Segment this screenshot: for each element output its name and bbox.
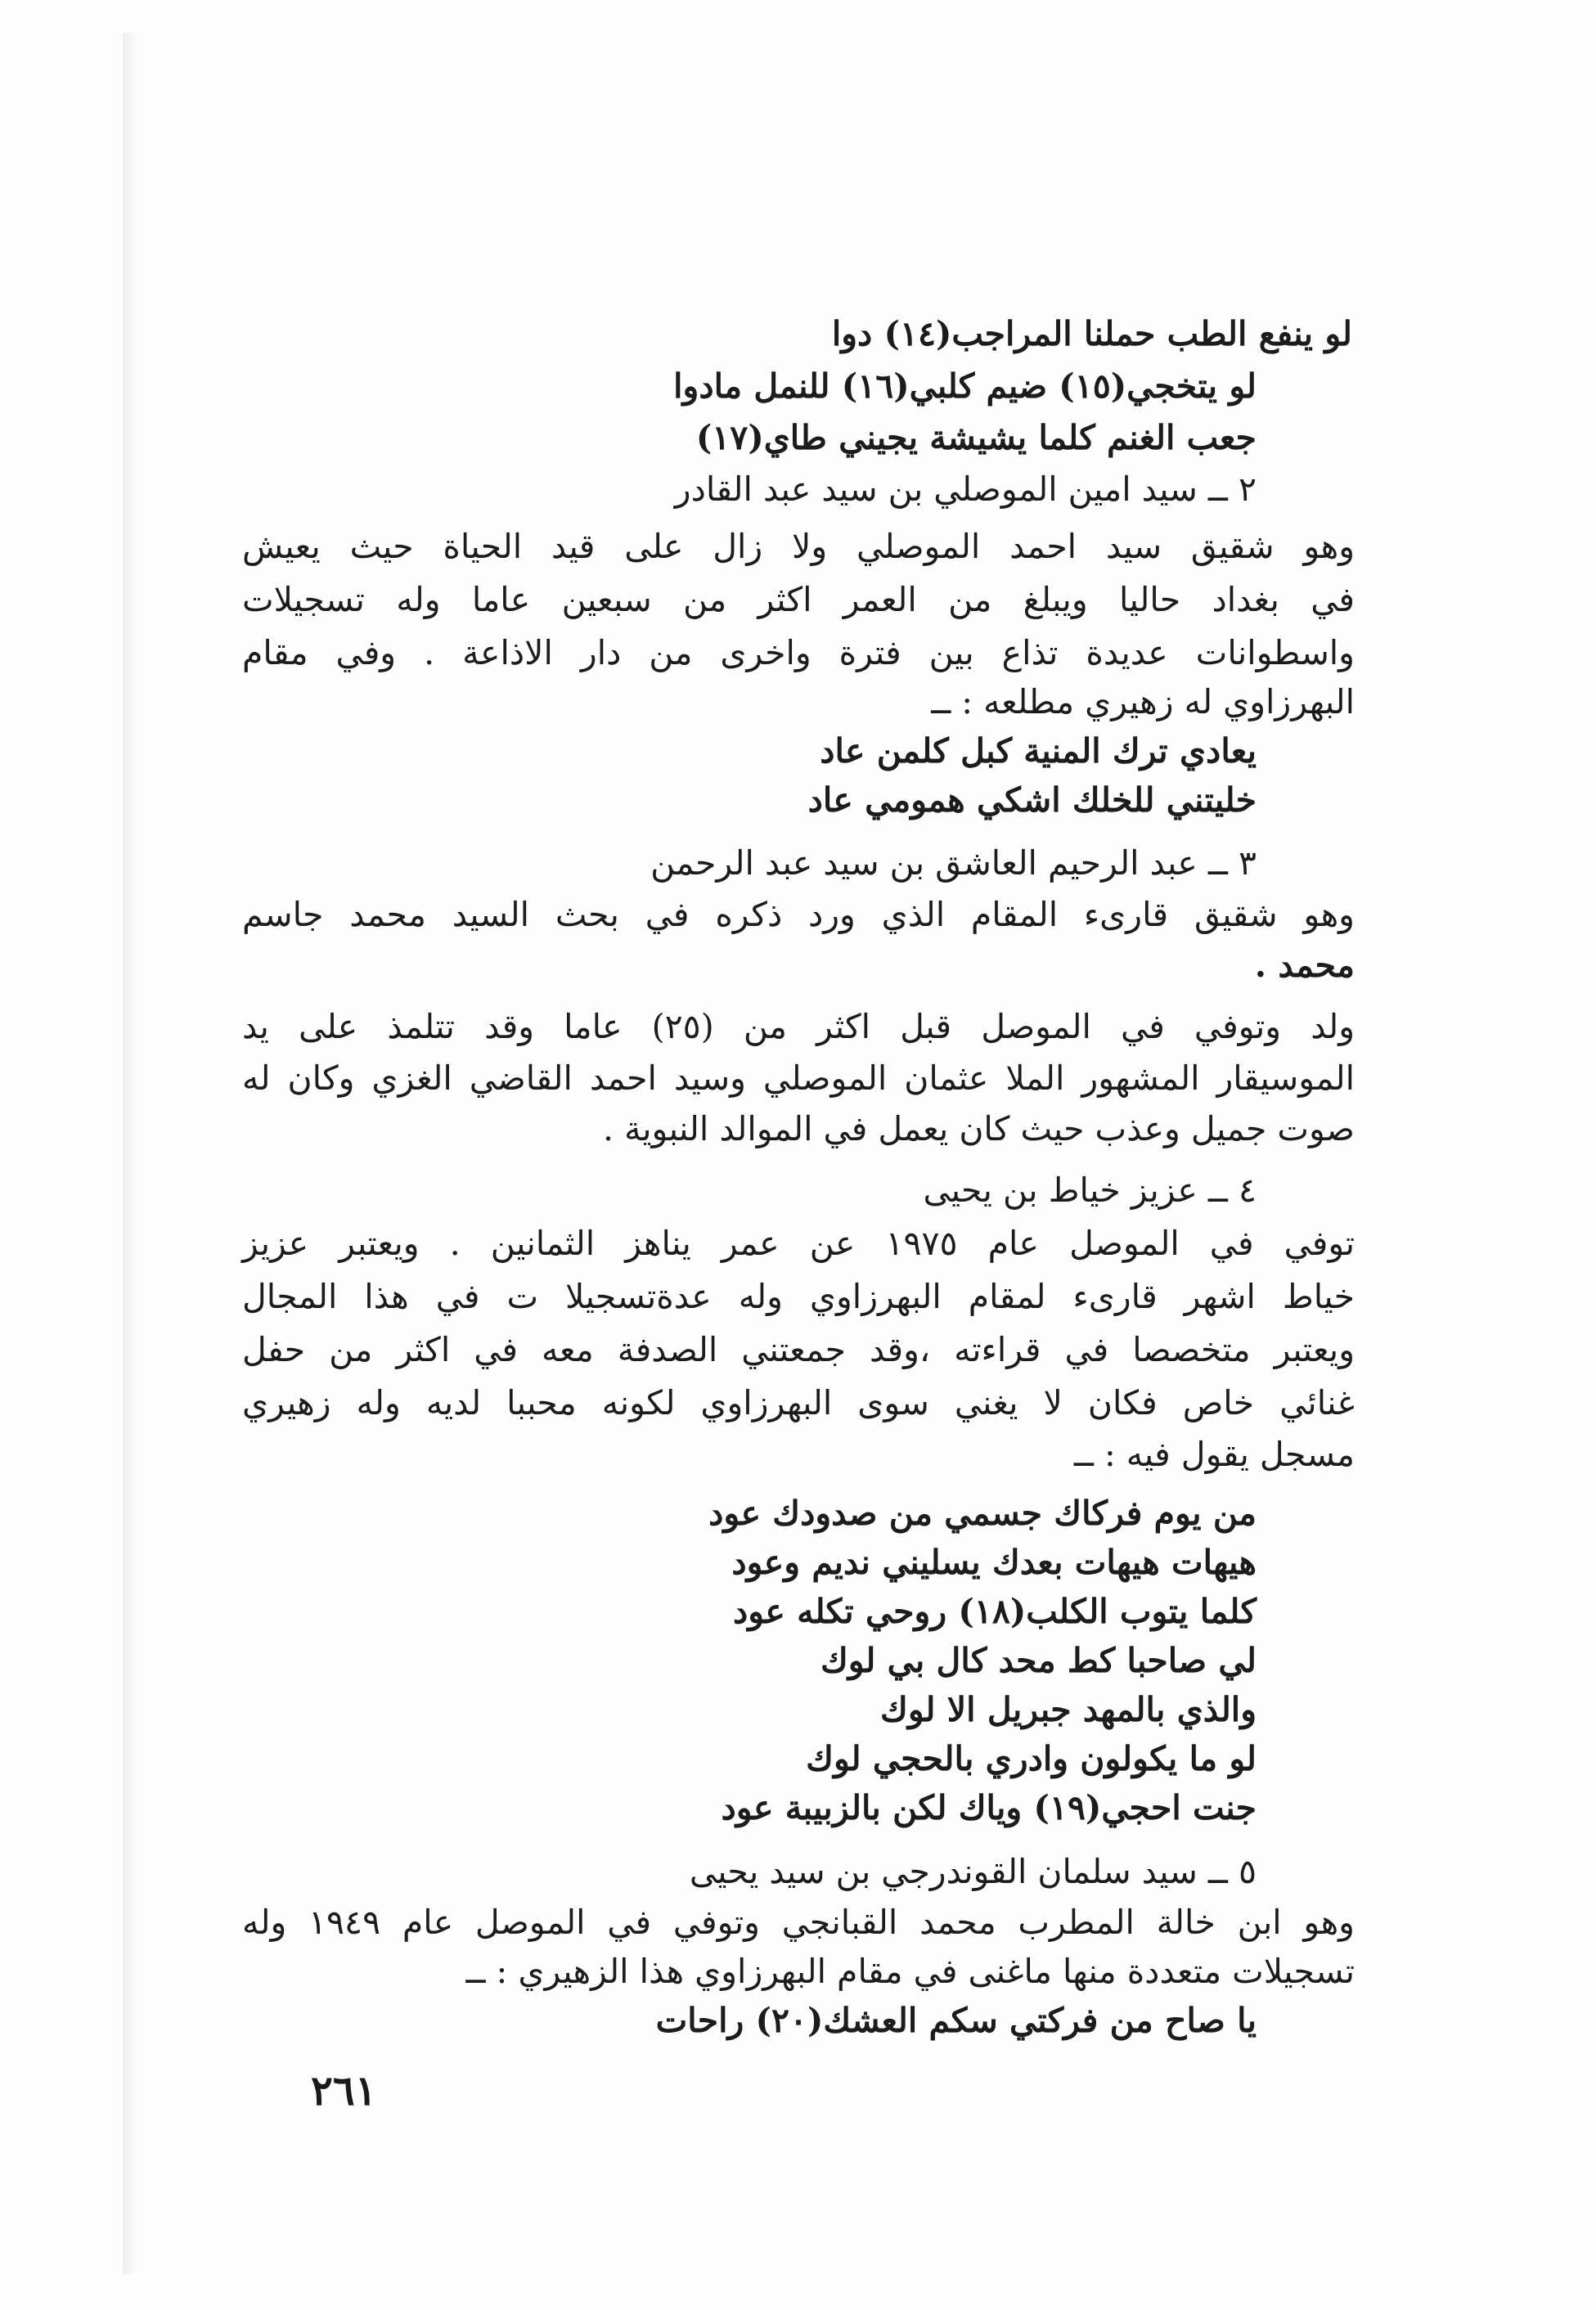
section-heading: ٣ ــ عبد الرحيم العاشق بن سيد عبد الرحمن [650, 843, 1257, 883]
section-heading: ٢ ــ سيد امين الموصلي بن سيد عبد القادر [674, 470, 1257, 509]
verse-line: من يوم فركاك جسمي من صدودك عود [708, 1494, 1257, 1533]
verse-line: كلما يتوب الكلب(١٨) روحي تكله عود [732, 1592, 1257, 1631]
paragraph-line: خياط اشهر قارىء لمقام البهرزاوي وله عدةتسجيلا ت في هذا المجال [242, 1277, 1355, 1316]
paragraph-line: تسجيلات متعددة منها ماغنى في مقام البهرزاوي هذا الزهيري : ــ [465, 1952, 1355, 1991]
section-heading: ٥ ــ سيد سلمان القوندرجي بن سيد يحيى [689, 1852, 1257, 1891]
paragraph-line: وهو ابن خالة المطرب محمد القبانجي وتوفي في الموصل عام ١٩٤٩ وله [242, 1903, 1355, 1942]
verse-line: لو ما يكولون وادري بالحجي لوك [806, 1739, 1257, 1778]
verse-line: هيهات هيهات بعدك يسليني نديم وعود [731, 1543, 1257, 1582]
verse-line: جعب الغنم كلما يشيشة يجيني طاي(١٧) [695, 418, 1257, 457]
verse-line: لي صاحبا كط محد كال بي لوك [820, 1641, 1257, 1680]
paragraph-line: غنائي خاص فكان لا يغني سوى البهرزاوي لكونه محببا لديه وله زهيري [242, 1383, 1355, 1422]
verse-line: والذي بالمهد جبريل الا لوك [880, 1690, 1257, 1729]
paragraph-line: في بغداد حاليا ويبلغ من العمر اكثر من سبعين عاما وله تسجيلات [242, 580, 1355, 619]
verse-line: يعادي ترك المنية كبل كلمن عاد [820, 731, 1257, 771]
verse-line: لو يتخجي(١٥) ضيم كلبي(١٦) للنمل مادوا [673, 366, 1257, 406]
paragraph-line: وهو شقيق قارىء المقام الذي ورد ذكره في بحث السيد محمد جاسم [242, 895, 1355, 934]
verse-line: يا صاح من فركتي سكم العشك(٢٠) راحات [655, 2001, 1257, 2040]
page-edge-shadow [123, 33, 137, 2274]
paragraph-line: الموسيقار المشهور الملا عثمان الموصلي وسيد احمد القاضي الغزي وكان له [242, 1058, 1355, 1098]
verse-line: لو ينفع الطب حملنا المراجب(١٤) دوا [831, 314, 1352, 353]
paragraph-line: ويعتبر متخصصا في قراءته ،وقد جمعتني الصدفة معه في اكثر من حفل [242, 1330, 1355, 1369]
paragraph-line: صوت جميل وعذب حيث كان يعمل في الموالد النبوية . [603, 1109, 1355, 1148]
paragraph-line: توفي في الموصل عام ١٩٧٥ عن عمر يناهز الثمانين . ويعتبر عزيز [242, 1224, 1355, 1263]
verse-line: جنت احجي(١٩) وياك لكن بالزبيبة عود [721, 1788, 1257, 1827]
page-number: ٢٦١ [311, 2066, 377, 2115]
paragraph-line: وهو شقيق سيد احمد الموصلي ولا زال على قيد الحياة حيث يعيش [242, 527, 1355, 566]
paragraph-line: واسطوانات عديدة تذاع بين فترة واخرى من دار الاذاعة . وفي مقام [242, 633, 1355, 672]
paragraph-line: ولد وتوفي في الموصل قبل اكثر من (٢٥) عاما وقد تتلمذ على يد [242, 1007, 1355, 1046]
paragraph-line: محمد . [1254, 946, 1355, 985]
paragraph-line: مسجل يقول فيه : ــ [1073, 1435, 1355, 1474]
verse-line: خليتني للخلك اشكي همومي عاد [807, 780, 1257, 820]
paragraph-line: البهرزاوي له زهيري مطلعه : ــ [931, 682, 1355, 721]
section-heading: ٤ ــ عزيز خياط بن يحيى [923, 1171, 1257, 1210]
